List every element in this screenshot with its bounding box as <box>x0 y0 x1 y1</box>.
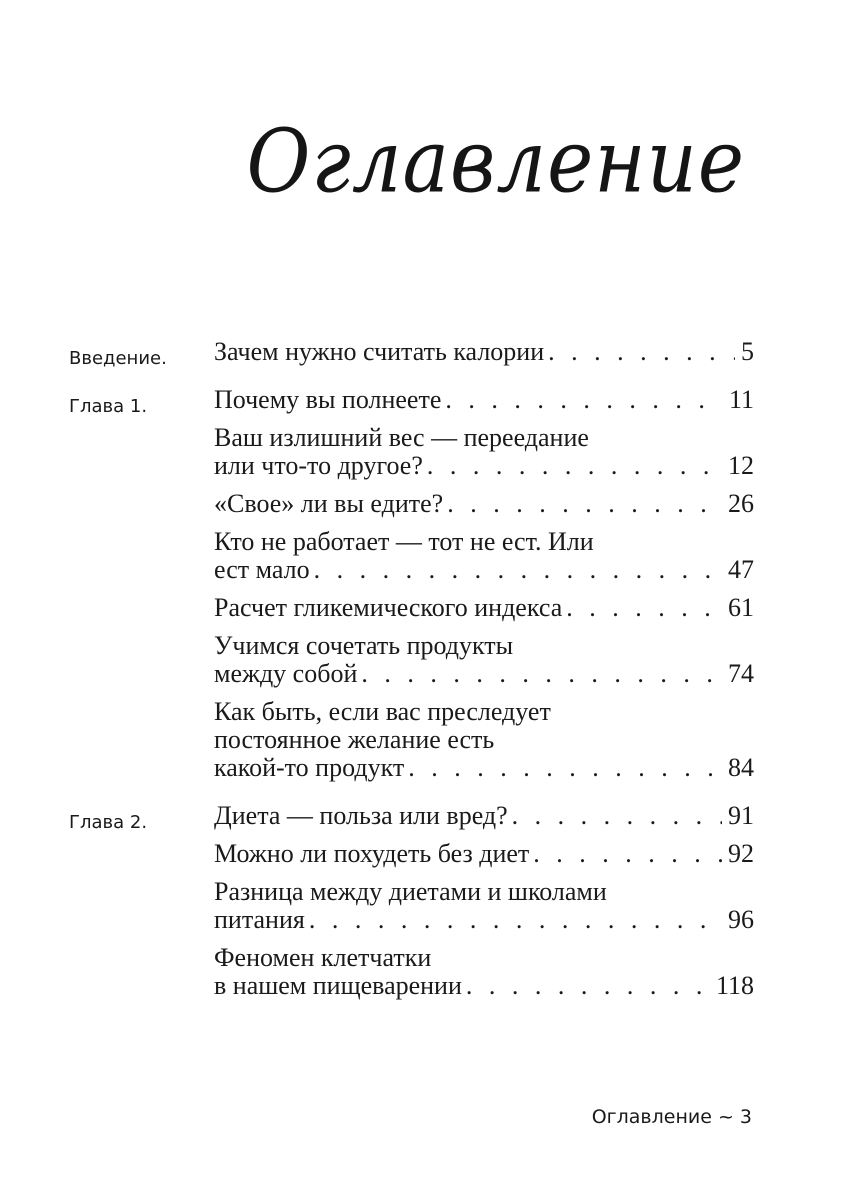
page-number: 92 <box>728 839 754 868</box>
entry-title: какой-то продукт <box>214 753 405 782</box>
entry-title: или что-то другое? <box>214 451 423 480</box>
page-number: 61 <box>728 593 754 622</box>
entry-last-line <box>214 660 754 688</box>
dot-leader <box>566 594 722 622</box>
page-number: 91 <box>728 801 754 830</box>
entry-title: Почему вы полнеете <box>214 385 442 414</box>
running-footer: Оглавление ~ 3 <box>591 1106 752 1128</box>
toc-entry <box>214 698 754 782</box>
toc-entry <box>214 386 754 414</box>
entry-title: Диета — польза или вред? <box>214 801 508 830</box>
entry-last-line <box>214 452 754 480</box>
toc-entry <box>214 528 754 584</box>
table-of-contents <box>0 338 857 1020</box>
entry-title-line: Разница между диетами и школами <box>214 877 607 906</box>
page-number: 47 <box>728 555 754 584</box>
toc-entry <box>214 840 754 868</box>
entry-title: «Свое» ли вы едите? <box>214 489 444 518</box>
entry-last-line <box>214 840 754 868</box>
dot-leader <box>533 840 722 868</box>
dot-leader <box>445 386 723 414</box>
dot-leader <box>408 754 722 782</box>
entry-title: между собой <box>214 659 358 688</box>
entry-title: питания <box>214 905 305 934</box>
entry-title-line: Ваш излишний вес — переедание <box>214 423 589 452</box>
entry-title: Зачем нужно считать калории <box>214 337 545 366</box>
toc-entry <box>214 878 754 934</box>
page-number: 74 <box>728 659 754 688</box>
section-label: Глава 2. <box>69 812 148 833</box>
section-label: Глава 1. <box>69 396 148 417</box>
entry-last-line <box>214 556 754 584</box>
dot-leader <box>447 490 722 518</box>
section-label: Введение. <box>69 348 167 369</box>
toc-entry <box>214 632 754 688</box>
page-number: 96 <box>728 905 754 934</box>
entry-last-line <box>214 594 754 622</box>
entry-title: ест мало <box>214 555 310 584</box>
entry-last-line <box>214 386 754 414</box>
page-number: 12 <box>728 451 754 480</box>
page-number: 26 <box>728 489 754 518</box>
entry-last-line <box>214 754 754 782</box>
toc-entry <box>214 490 754 518</box>
page-number: 5 <box>741 337 754 366</box>
toc-entry <box>214 338 754 366</box>
page-title: Оглавление <box>246 112 745 213</box>
entry-title: Можно ли похудеть без диет <box>214 839 530 868</box>
entry-last-line <box>214 972 754 1000</box>
toc-section <box>0 386 857 782</box>
dot-leader <box>314 556 722 584</box>
toc-entry <box>214 802 754 830</box>
page-number: 11 <box>728 385 754 414</box>
toc-entry <box>214 594 754 622</box>
dot-leader <box>361 660 722 688</box>
dot-leader <box>548 338 735 366</box>
dot-leader <box>309 906 722 934</box>
entry-last-line <box>214 490 754 518</box>
toc-section <box>0 802 857 1000</box>
entry-title-line: Феномен клетчатки <box>214 943 432 972</box>
toc-entry <box>214 944 754 1000</box>
dot-leader <box>512 802 722 830</box>
entry-title-line: Кто не работает — тот не ест. Или <box>214 527 594 556</box>
page-number: 84 <box>728 753 754 782</box>
entry-last-line <box>214 906 754 934</box>
entry-title-line: Учимся сочетать продукты <box>214 631 514 660</box>
dot-leader <box>427 452 722 480</box>
entry-last-line <box>214 802 754 830</box>
entry-title: Расчет гликемического индекса <box>214 593 563 622</box>
entry-title-line: Как быть, если вас преследует <box>214 697 551 726</box>
dot-leader <box>466 972 710 1000</box>
toc-section <box>0 337 857 369</box>
page-number: 118 <box>715 971 754 1000</box>
entry-title-line: постоянное желание есть <box>214 725 495 754</box>
toc-entry <box>214 424 754 480</box>
entry-last-line <box>214 338 754 366</box>
entry-title: в нашем пищеварении <box>214 971 462 1000</box>
